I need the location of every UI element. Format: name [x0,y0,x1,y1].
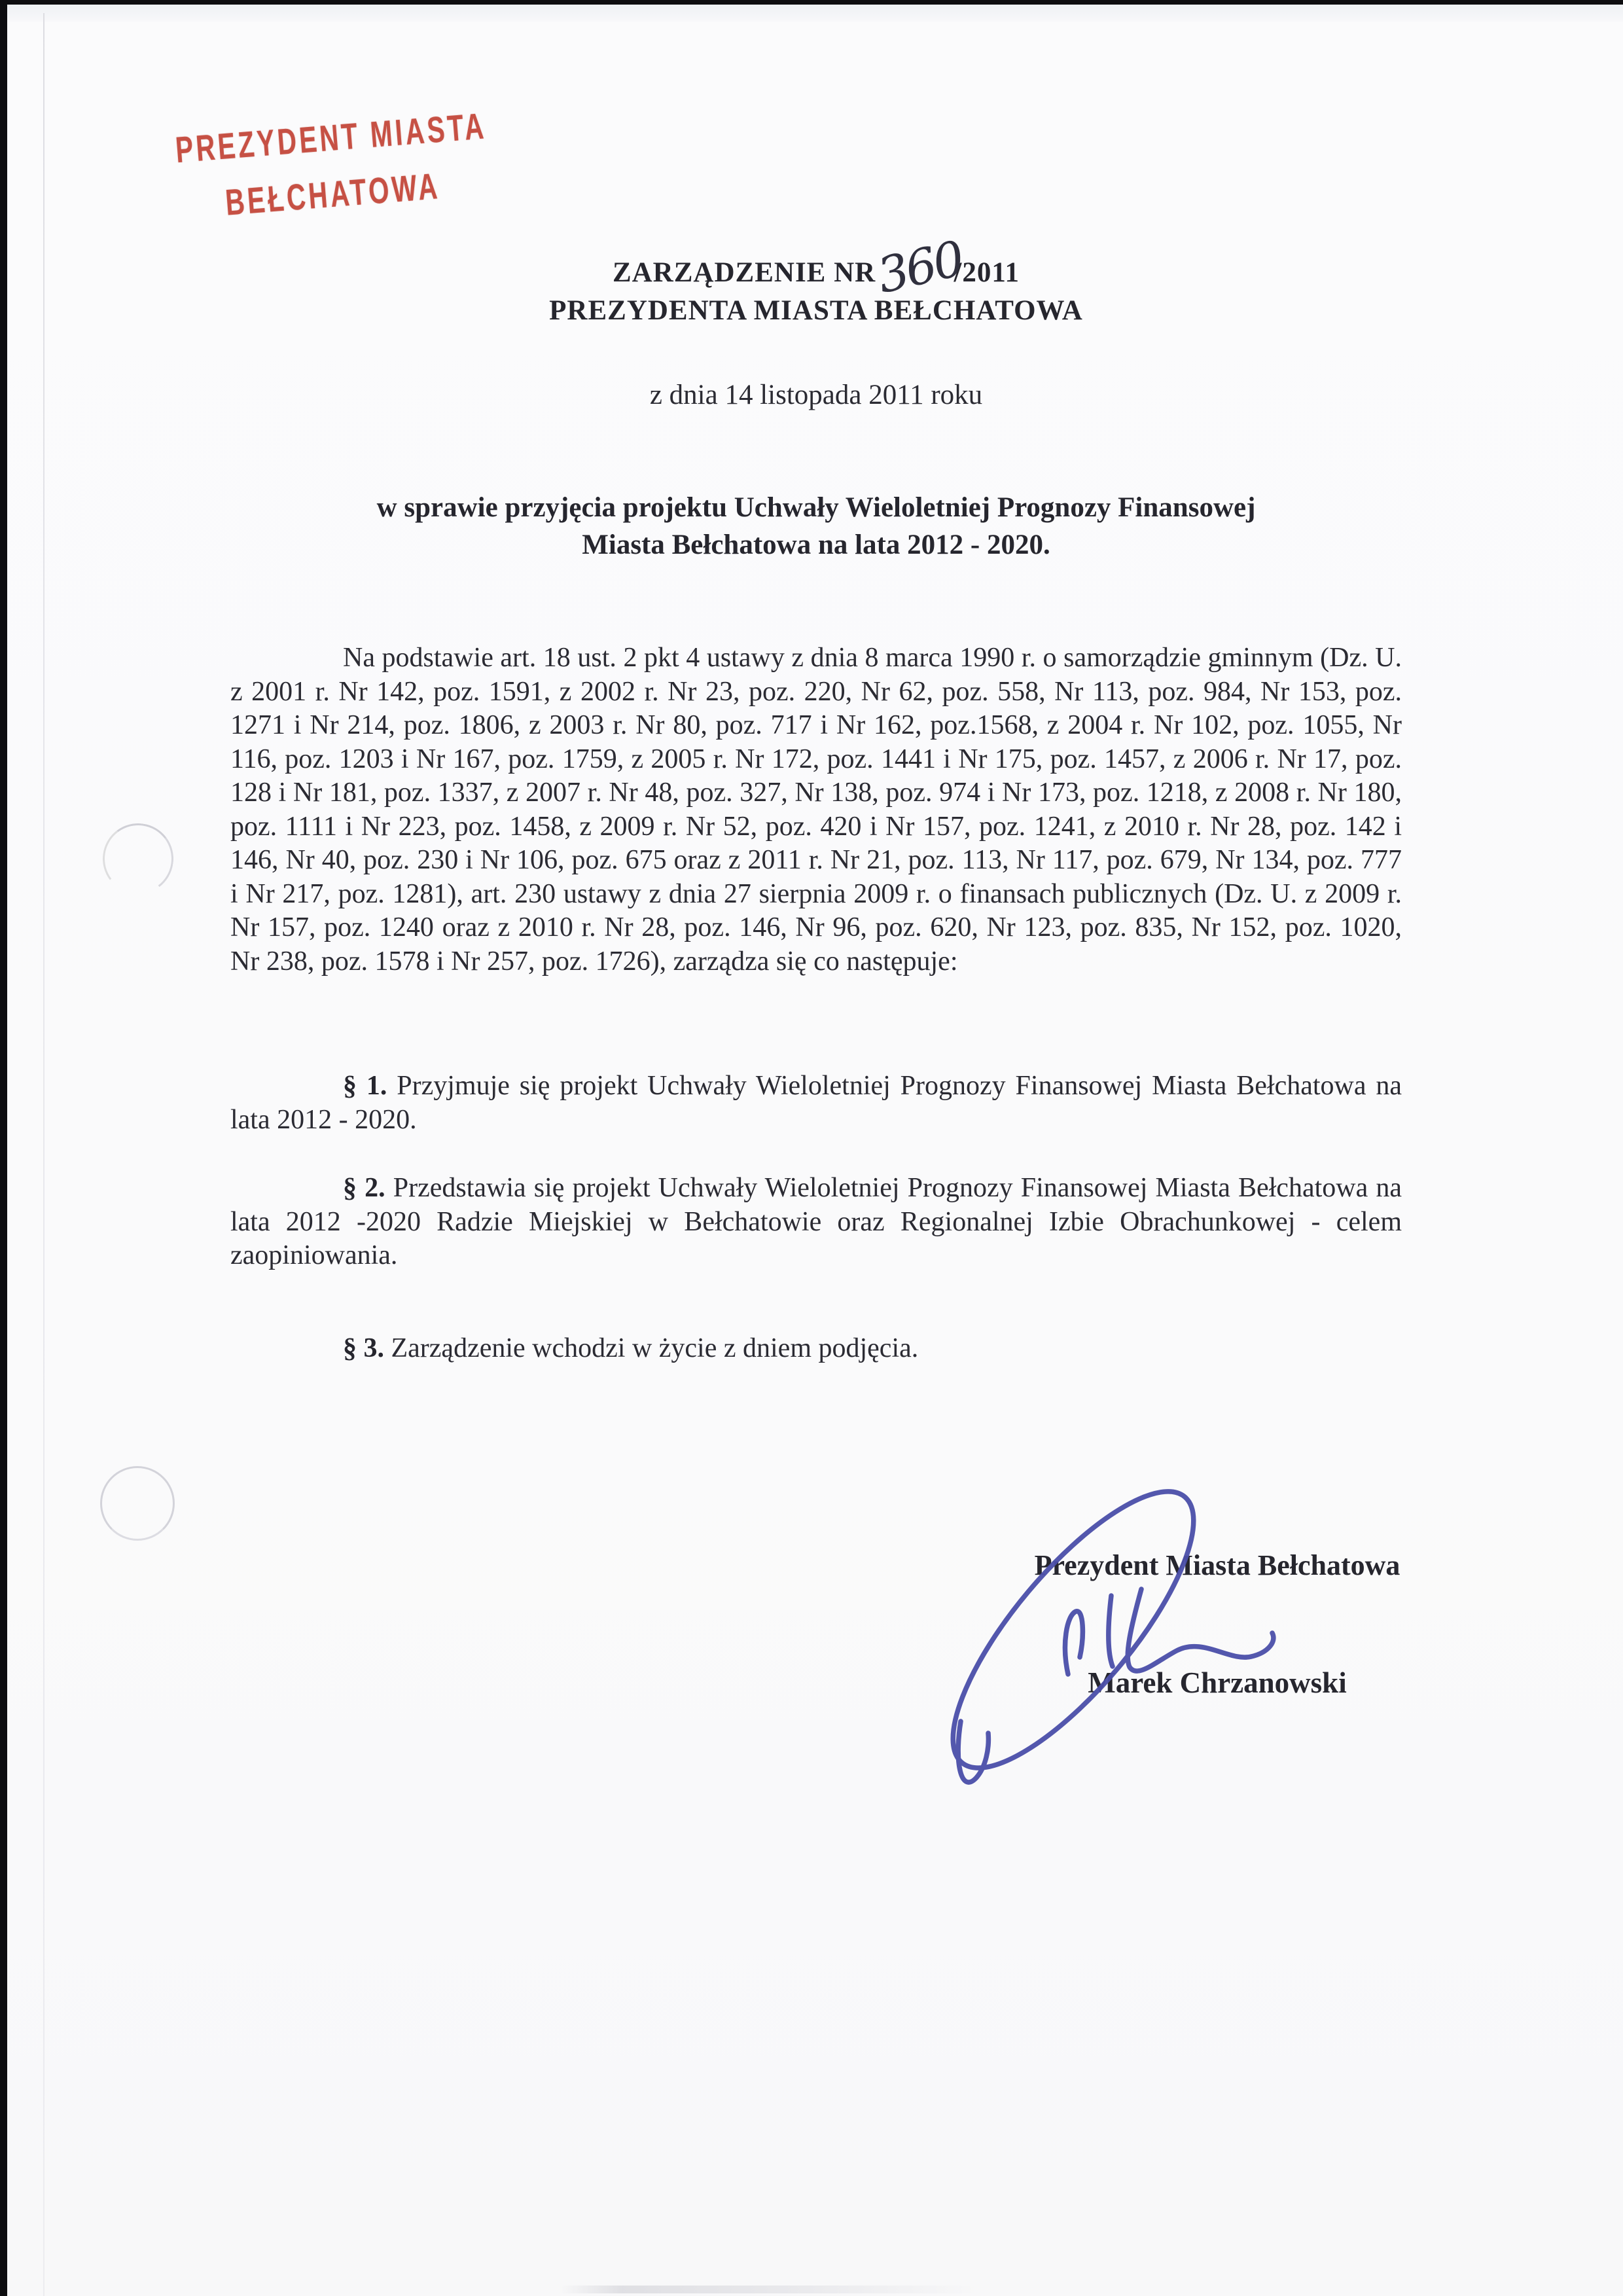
document-title [230,230,1402,330]
title-line-1 [230,230,1402,305]
signature-name-block [949,1666,1486,1700]
scan-top-haze [0,5,1623,22]
stamp-line-2: BEŁCHATOWA [224,165,442,223]
section-2-text: Przedstawia się projekt Uchwały Wieloletniej Prognozy Finansowej Miasta Bełchatowa na lata 2012 -2020 Radzie Miejskiej w Bełchatowie oraz Regionalnej Izbie Obrachunkowej - celem zaopiniowania. [230,1173,1402,1270]
section-2-paragraph [230,1172,1402,1273]
date-line: z dnia 14 listopada 2011 roku [649,380,983,410]
section-1-paragraph [230,1069,1402,1137]
section-2-number: § 2. [343,1173,385,1203]
scan-edge-top [0,0,1623,5]
subject-block [230,489,1402,564]
section-3-number: § 3. [343,1333,384,1363]
date-block [230,378,1402,412]
title-suffix: /2011 [954,257,1020,288]
section-1 [230,1069,1402,1137]
title-line-2: PREZYDENTA MIASTA BEŁCHATOWA [549,295,1083,326]
section-3-text: Zarządzenie wchodzi w życie z dniem podjęcia. [391,1333,919,1363]
scan-edge-left [0,0,7,2296]
legal-basis-paragraph: Na podstawie art. 18 ust. 2 pkt 4 ustawy z dnia 8 marca 1990 r. o samorządzie gminnym (Dz. U. z 2001 r. Nr 142, poz. 1591, z 2002 r. Nr 23, poz. 220, Nr 62, poz. 558, Nr 113, poz. 984, Nr 153, poz. 1271 i Nr 214, poz. 1806, z 2003 r. Nr 80, poz. 717 i Nr 162, poz.1568, z 2004 r. Nr 102, poz. 1055, Nr 116, poz. 1203 i Nr 167, poz. 1759, z 2005 r. Nr 172, poz. 1441 i Nr 175, poz. 1457, z 2006 r. Nr 17, poz. 128 i Nr 181, poz. 1337, z 2007 r. Nr 48, poz. 327, Nr 138, poz. 974 i Nr 173, poz. 1218, z 2008 r. Nr 180, poz. 1111 i Nr 223, poz. 1458, z 2009 r. Nr 52, poz. 420 i Nr 157, poz. 1241, z 2010 r. Nr 28, poz. 142 i 146, Nr 40, poz. 230 i Nr 106, poz. 675 oraz z 2011 r. Nr 21, poz. 113, Nr 117, poz. 679, Nr 134, poz. 777 i Nr 217, poz. 1281), art. 230 ustawy z dnia 27 sierpnia 2009 r. o finansach publicznych (Dz. U. z 2009 r. Nr 157, poz. 1240 oraz z 2010 r. Nr 28, poz. 146, Nr 96, poz. 620, Nr 123, poz. 835, Nr 152, poz. 1020, Nr 238, poz. 1578 i Nr 257, poz. 1726), zarządza się co następuje: [230,643,1402,977]
paper-edge-line [43,13,45,2296]
official-stamp [114,94,546,239]
section-3 [230,1332,1402,1366]
section-3-paragraph [230,1332,1402,1366]
hole-punch-bottom [100,1466,175,1541]
section-2 [230,1172,1402,1273]
signature-title-block [949,1549,1486,1582]
signature-name: Marek Chrzanowski [1088,1666,1347,1699]
section-1-text: Przyjmuje się projekt Uchwały Wieloletniej Prognozy Finansowej Miasta Bełchatowa na lata 2012 - 2020. [230,1071,1402,1135]
ordinance-number-handwritten: 360 [872,230,968,305]
title-prefix: ZARZĄDZENIE NR [612,257,876,288]
scan-smudge-bottom [560,2286,978,2293]
subject-line-1: w sprawie przyjęcia projektu Uchwały Wieloletniej Prognozy Finansowej [376,492,1256,523]
hole-punch-top [98,819,178,899]
subject-line-2: Miasta Bełchatowa na lata 2012 - 2020. [582,529,1050,560]
section-1-number: § 1. [343,1071,387,1101]
stamp-line-1: PREZYDENT MIASTA [173,105,488,171]
signature-title: Prezydent Miasta Bełchatowa [1034,1549,1400,1581]
legal-basis-block [230,641,1402,978]
